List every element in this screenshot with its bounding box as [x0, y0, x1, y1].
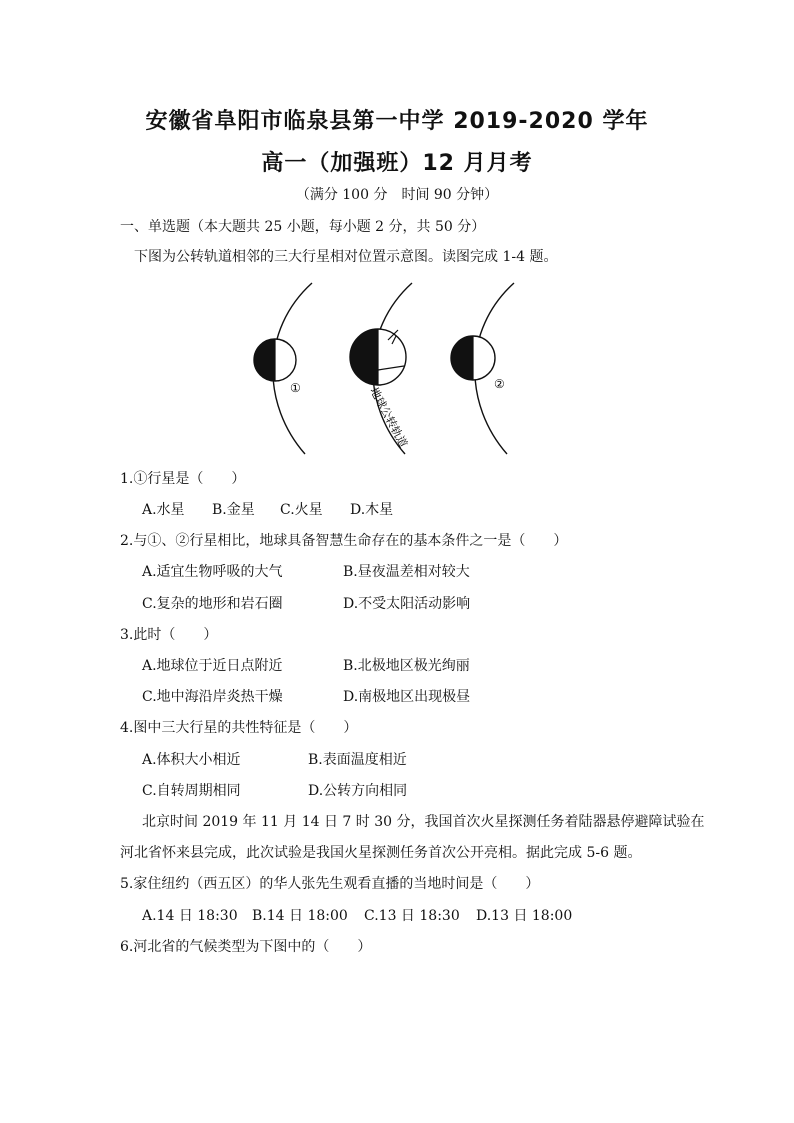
- question-5-stem: 5.家住纽约（西五区）的华人张先生观看直播的当地时间是（ ）: [120, 876, 540, 892]
- exam-title-line1: 安徽省阜阳市临泉县第一中学 2019-2020 学年: [145, 109, 649, 134]
- q3-option-c: C.地中海沿岸炎热干燥: [142, 689, 283, 705]
- planet-2-label: ②: [494, 377, 505, 391]
- q5-option-b: B.14 日 18:00: [252, 908, 348, 924]
- q1-option-d: D.木星: [350, 502, 394, 518]
- q3-option-b: B.北极地区极光绚丽: [343, 658, 470, 674]
- q2-option-d: D.不受太阳活动影响: [343, 596, 471, 612]
- intro-paragraph: 下图为公转轨道相邻的三大行星相对位置示意图。读图完成 1-4 题。: [134, 249, 558, 265]
- q2-option-c: C.复杂的地形和岩石圈: [142, 596, 283, 612]
- planet-position-figure: [0, 0, 794, 470]
- q5-option-a: A.14 日 18:30: [142, 908, 238, 924]
- planet-earth: [350, 329, 406, 385]
- planet-2: [451, 336, 495, 380]
- q2-option-b: B.昼夜温差相对较大: [343, 564, 470, 580]
- question-3-stem: 3.此时（ ）: [120, 627, 218, 643]
- planet-1-label: ①: [290, 381, 301, 395]
- q4-option-a: A.体积大小相近: [142, 752, 241, 768]
- q4-option-d: D.公转方向相同: [308, 783, 408, 799]
- exam-subtitle: （满分 100 分 时间 90 分钟）: [295, 187, 499, 203]
- planet-1: [254, 339, 296, 381]
- q5-option-d: D.13 日 18:00: [476, 908, 573, 924]
- q4-option-c: C.自转周期相同: [142, 783, 241, 799]
- q1-option-c: C.火星: [280, 502, 323, 518]
- q4-option-b: B.表面温度相近: [308, 752, 407, 768]
- q1-option-b: B.金星: [212, 502, 255, 518]
- question-2-stem: 2.与①、②行星相比，地球具备智慧生命存在的基本条件之一是（ ）: [120, 533, 568, 549]
- q2-option-a: A.适宜生物呼吸的大气: [142, 564, 283, 580]
- q3-option-d: D.南极地区出现极昼: [343, 689, 471, 705]
- q5-option-c: C.13 日 18:30: [364, 908, 460, 924]
- section-heading: 一、单选题（本大题共 25 小题，每小题 2 分，共 50 分）: [120, 219, 486, 235]
- q3-option-a: A.地球位于近日点附近: [142, 658, 283, 674]
- orbit-label: 地球公转轨道: [367, 385, 410, 450]
- question-4-stem: 4.图中三大行星的共性特征是（ ）: [120, 720, 358, 736]
- passage-2-line-2: 河北省怀来县完成，此次试验是我国火星探测任务首次公开亮相。据此完成 5-6 题。: [120, 845, 642, 861]
- exam-title-line2: 高一（加强班）12 月月考: [261, 151, 533, 176]
- question-6-stem: 6.河北省的气候类型为下图中的（ ）: [120, 939, 372, 955]
- passage-2-line-1: 北京时间 2019 年 11 月 14 日 7 时 30 分，我国首次火星探测任务着陆器悬停避障试验在: [142, 814, 705, 830]
- q1-option-a: A.水星: [142, 502, 185, 518]
- question-1-stem: 1.①行星是（ ）: [120, 471, 246, 487]
